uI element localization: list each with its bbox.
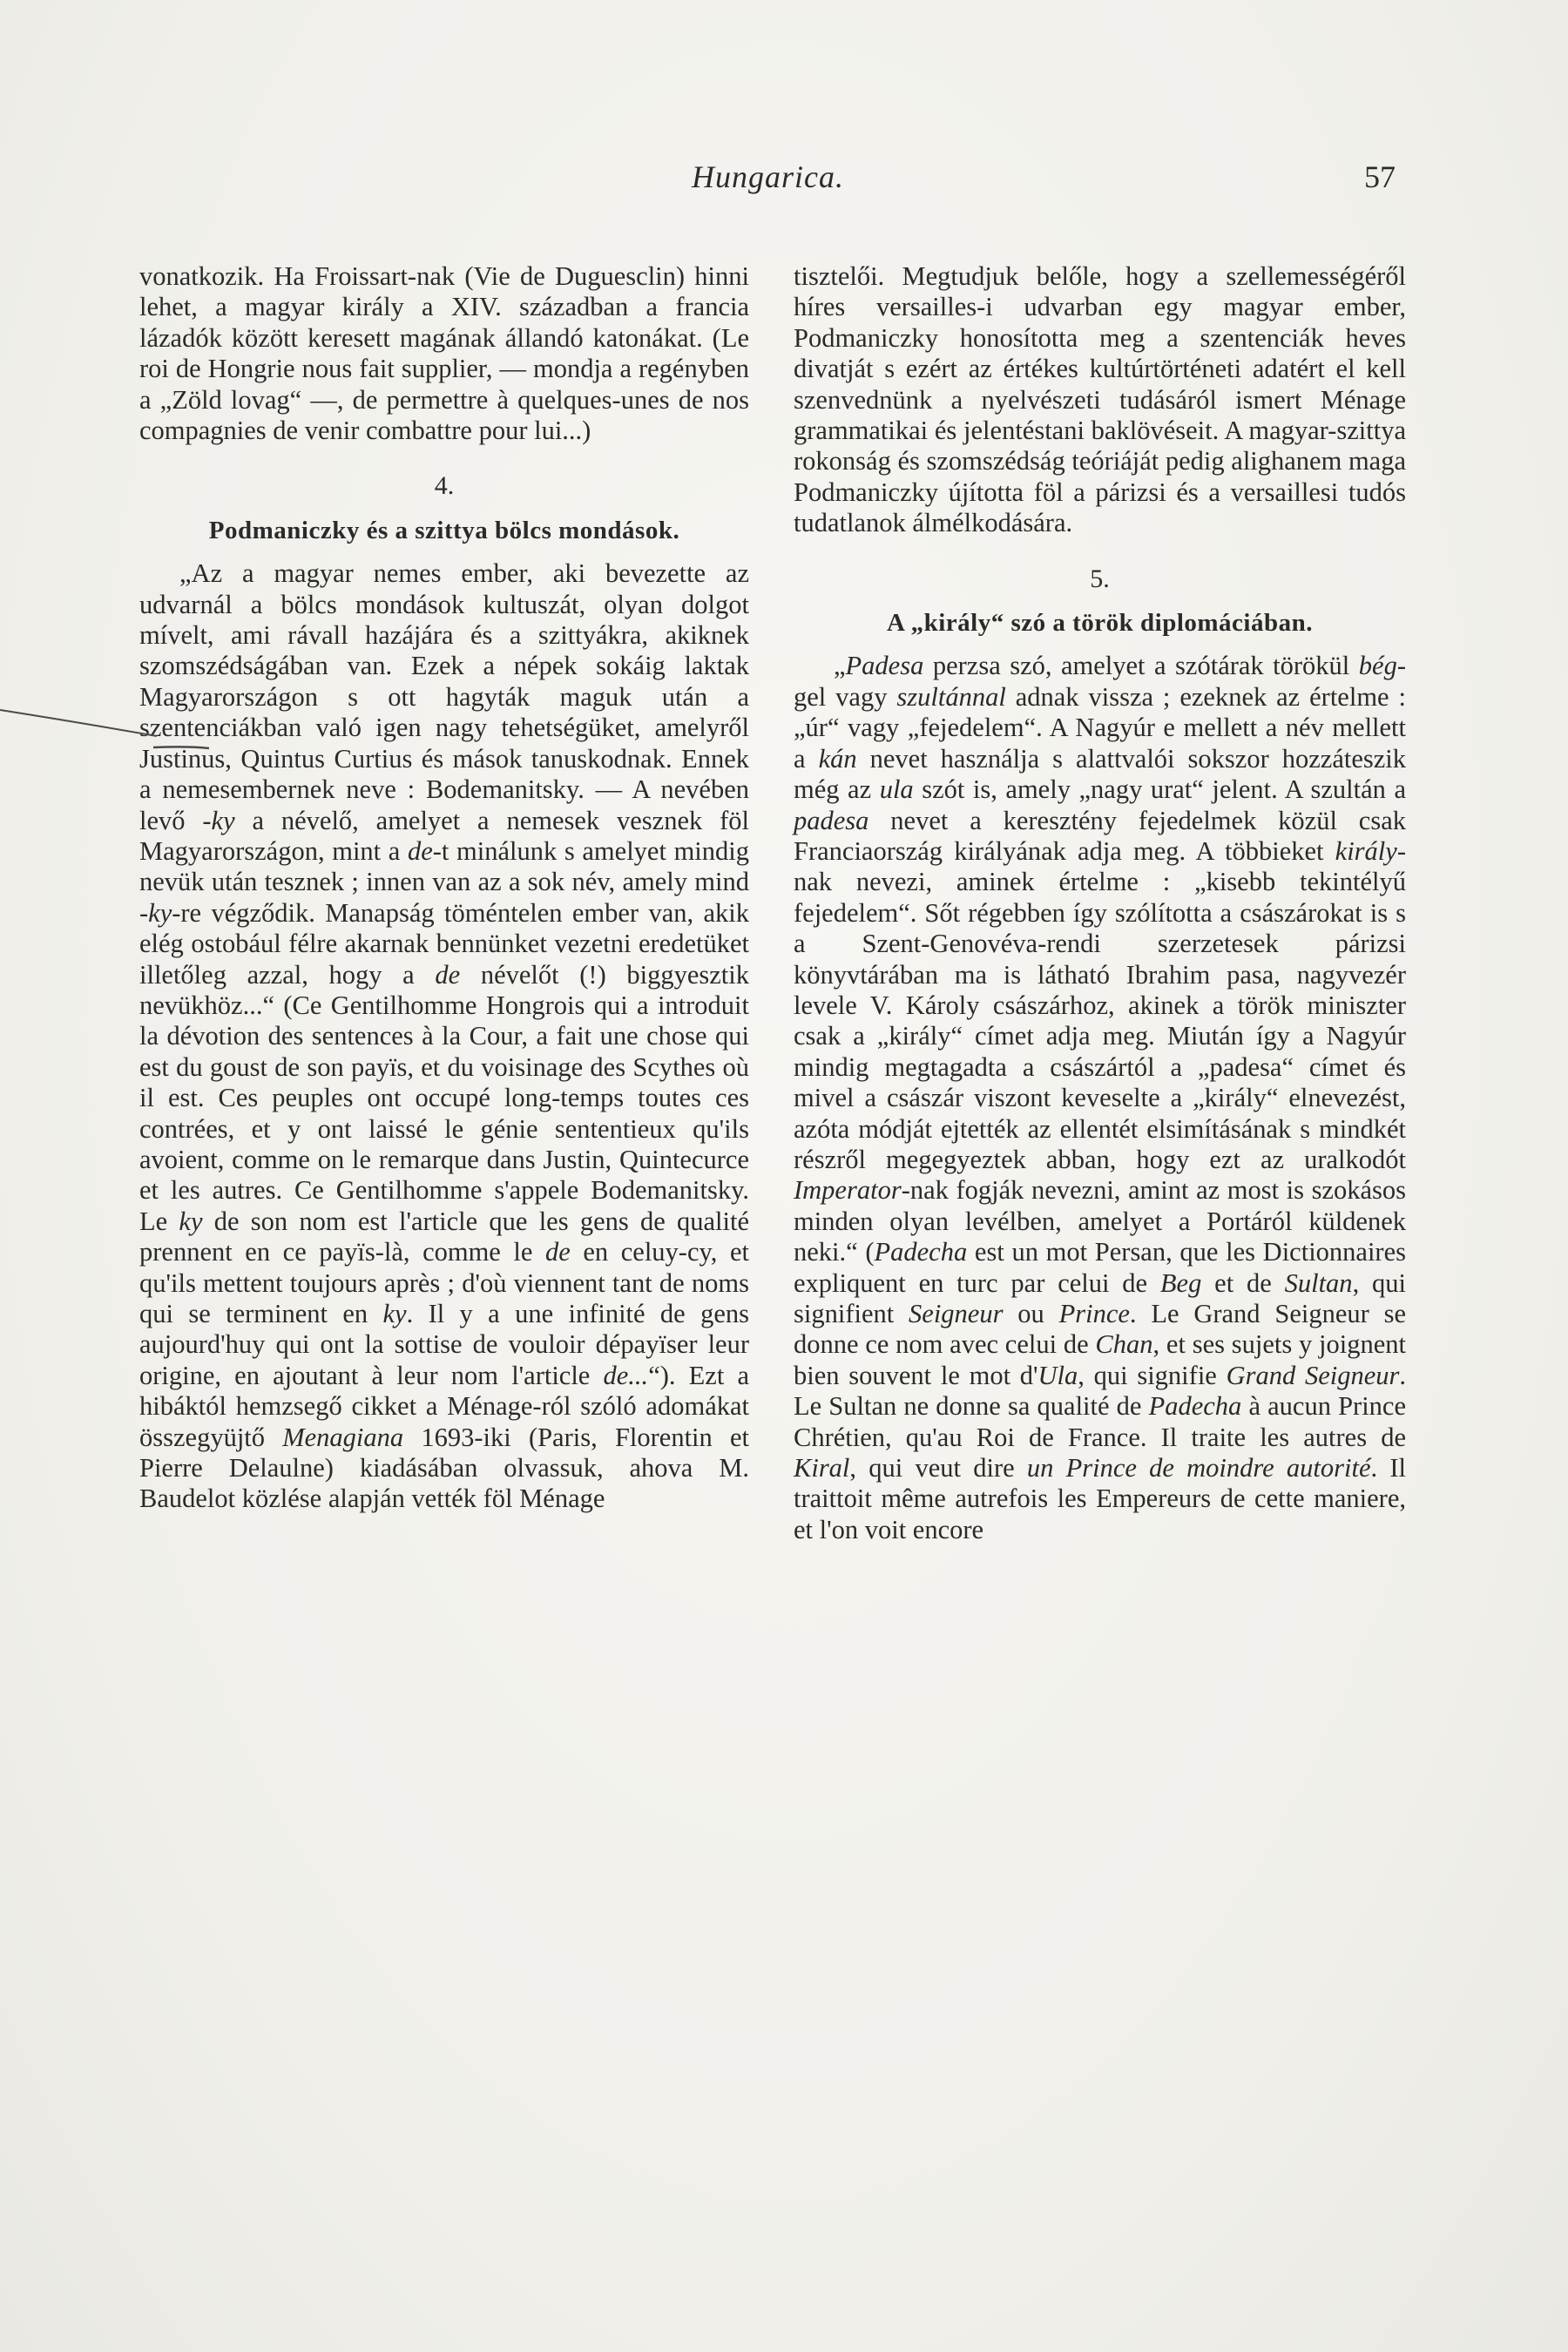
paragraph-padesa: „Padesa perzsa szó, amelyet a szótárak törökül bég-gel vagy szultánnal adnak vissza ; ezeknek az értelme : „úr“ vagy „fejedelem“. A Nagyúr e mellett a név mellett a kán nevet használja s alattvalói sokszor hozzáteszik még az ula szót is, amely „nagy urat“ jelent. A szultán a padesa nevet a keresztény fejedelmek közül csak Franciaország királyának adja meg. A többieket király-nak nevezi, aminek értelme : „kisebb tekintélyű fejedelem“. Sőt régebben így szólította a császárokat is s a Szent-Genovéva-rendi szerzetesek párizsi könyvtárában ma is látható Ibrahim pasa, nagyvezér levele V. Károly császárhoz, akinek a török miniszter csak a „király“ címet adja meg. Miután így a Nagyúr mindig megtagadta a császártól a „padesa“ címet és mivel a császár viszont keveselte a „király“ elnevezést, azóta módját ejtették az ellentét elsimításának s mindkét részről megegyeztek abban, hogy ezt az uralkodót Imperator-nak fogják nevezni, amint az most is szokásos minden olyan levélben, amelyet a Portáról küldenek neki.“ (Padecha est un mot Persan, que les Dictionnaires expliquent en turc par celui de Beg et de Sultan, qui signifient Seigneur ou Prince. Le Grand Seigneur se donne ce nom avec celui de Chan, et ses sujets y joignent bien souvent le mot d'Ula, qui signifie Grand Seigneur. Le Sultan ne donne sa qualité de Padecha à aucun Prince Chrétien, qu'au Roi de France. Il traite les autres de Kiral, qui veut dire un Prince de moindre autorité. Il traittoit même autrefois les Empereurs de cette maniere, et l'on voit encore [794,651,1407,1544]
left-column [139,261,749,1515]
section-number-4: 4. [434,471,455,501]
section-number-5: 5. [1090,564,1110,593]
section-title-kiraly: A „király“ szó a török diplomáciában. [887,609,1313,638]
paragraph-continuation: vonatkozik. Ha Froissart-nak (Vie de Duguesclin) hinni lehet, a magyar király a XIV. században a francia lázadók között keresett magának állandó katonákat. (Le roi de Hongrie nous fait supplier, — mondja a regényben a „Zöld lovag“ —, de permettre à quelques-unes de nos compagnies de venir combattre pour lui...) [139,261,749,446]
running-title: Hungarica. [692,159,844,194]
paragraph-continuation-right: tisztelői. Megtudjuk belőle, hogy a szellemességéről híres versailles-i udvarban egy magyar ember, Podmaniczky honosította meg a szentenciák heves divatját s ezért az értékes kultúrtörténeti adatért el kell szenvednünk a nyelvészeti tudásáról ismert Ménage grammatikai és jelentéstani baklövéseit. A magyar-szittya rokonság és szomszédság teóriáját pedig alighanem maga Podmaniczky újította föl a párizsi és a versaillesi tudós tudatlanok álmélkodására. [794,261,1406,538]
right-column [794,261,1406,1545]
running-head [0,159,1568,211]
paragraph-quotation: „Az a magyar nemes ember, aki bevezette az udvarnál a bölcs mondások kultuszát, olyan dolgot mívelt, ami rávall hazájára és a szittyákra, akiknek szomszédságában van. Ezek a népek sokáig laktak Magyarországon s ott hagyták maguk után a szentenciákban való igen nagy tehetségüket, amelyről Justinus, Quintus Curtius és mások tanuskodnak. Ennek a nemesembernek neve : Bodemanitsky. — A nevében levő -ky a névelő, amelyet a nemesek vesznek föl Magyarországon, mint a de-t minálunk s amelyet mindig nevük után tesznek ; innen van az a sok név, amely mind -ky-re végződik. Manapság töméntelen ember van, akik elég ostobául félre akarnak bennünket vezetni eredetüket illetőleg azzal, hogy a de névelőt (!) biggyesztik nevükhöz...“ (Ce Gentilhomme Hongrois qui a introduit la dévotion des sentences à la Cour, a fait une chose qui est du goust de son payïs, et du voisinage des Scythes où il est. Ces peuples ont occupé long-temps toutes ces contrées, et y ont laissé le génie sententieux qu'ils avoient, comme on le remarque dans Justin, Quintecurce et les autres. Ce Gentilhomme s'appele Bodemanitsky. Le ky de son nom est l'article que les gens de qualité prennent en ce payïs-là, comme le de en celuy-cy, et qu'ils mettent toujours après ; d'où viennent tant de noms qui se terminent en ky. Il y a une infinité de gens aujourd'huy qui ont la sottise de vouloir dépayïser leur origine, en ajoutant à leur nom l'article de...“). Ezt a hibáktól hemzsegő cikket a Ménage-ról szóló adomákat összegyüjtő Menagiana 1693-iki (Paris, Florentin et Pierre Delaulne) kiadásában olvassuk, ahova M. Baudelot közlése alapján vették föl Ménage [139,558,750,1514]
page-number: 57 [1364,159,1396,194]
section-title-podmaniczky: Podmaniczky és a szittya bölcs mondások. [208,516,680,544]
